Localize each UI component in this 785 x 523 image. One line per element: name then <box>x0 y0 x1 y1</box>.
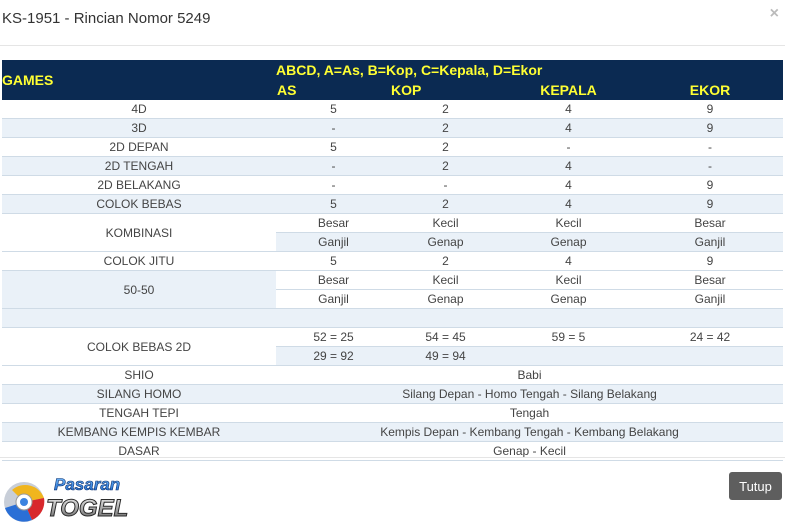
value-as: Ganjil <box>276 290 391 309</box>
logo-line1: Pasaran <box>54 475 121 494</box>
value-as: - <box>276 157 391 176</box>
game-name: 2D DEPAN <box>2 138 276 157</box>
game-name: KOMBINASI <box>2 214 276 252</box>
table-row <box>2 195 783 214</box>
wide-value: Silang Depan - Homo Tengah - Silang Belakang <box>276 385 783 404</box>
table-row-colok-bebas-2d-top <box>2 328 783 347</box>
wide-value: Genap - Kecil <box>276 442 783 461</box>
game-name: 2D BELAKANG <box>2 176 276 195</box>
table-row-empty <box>2 309 783 328</box>
legend-header: ABCD, A=As, B=Kop, C=Kepala, D=Ekor <box>276 60 783 80</box>
value-kop: 2 <box>391 252 500 271</box>
column-header-kop: KOP <box>391 80 500 100</box>
pasaran-togel-logo <box>2 468 142 523</box>
value-as: 5 <box>276 138 391 157</box>
game-name: TENGAH TEPI <box>2 404 276 423</box>
value-kop: Kecil <box>391 271 500 290</box>
value-ekor: Ganjil <box>637 290 783 309</box>
value-as: 5 <box>276 252 391 271</box>
game-name: 50-50 <box>2 271 276 309</box>
value-kop: 49 = 94 <box>391 347 500 366</box>
table-row-kembang-kempis <box>2 423 783 442</box>
value-kepala: Genap <box>500 233 637 252</box>
value-kepala <box>500 347 637 366</box>
table-header-row <box>2 60 783 80</box>
value-kop: 2 <box>391 100 500 119</box>
value-kop: Kecil <box>391 214 500 233</box>
value-kop: 2 <box>391 119 500 138</box>
value-kepala: 4 <box>500 100 637 119</box>
value-kepala: 59 = 5 <box>500 328 637 347</box>
value-ekor: Ganjil <box>637 233 783 252</box>
wide-value: Babi <box>276 366 783 385</box>
value-kepala: Kecil <box>500 214 637 233</box>
value-as: 52 = 25 <box>276 328 391 347</box>
table-row <box>2 100 783 119</box>
table-row-5050-top <box>2 271 783 290</box>
value-ekor: 9 <box>637 100 783 119</box>
empty-cell <box>2 309 276 328</box>
empty-cell <box>276 309 391 328</box>
modal-footer <box>0 457 785 523</box>
game-name: 4D <box>2 100 276 119</box>
value-kepala: Genap <box>500 290 637 309</box>
modal-header <box>0 0 785 46</box>
value-ekor: 9 <box>637 252 783 271</box>
value-as: 29 = 92 <box>276 347 391 366</box>
empty-cell <box>391 309 500 328</box>
value-kop: Genap <box>391 290 500 309</box>
game-name: DASAR <box>2 442 276 461</box>
game-name: KEMBANG KEMPIS KEMBAR <box>2 423 276 442</box>
wide-value: Tengah <box>276 404 783 423</box>
table-row-shio <box>2 366 783 385</box>
column-header-ekor: EKOR <box>637 80 783 100</box>
table-row-kombinasi-top <box>2 214 783 233</box>
value-as: Ganjil <box>276 233 391 252</box>
wide-value: Kempis Depan - Kembang Tengah - Kembang Belakang <box>276 423 783 442</box>
game-name: COLOK BEBAS <box>2 195 276 214</box>
close-icon[interactable]: × <box>769 5 779 22</box>
value-ekor: Besar <box>637 214 783 233</box>
value-kop: 2 <box>391 195 500 214</box>
value-kepala: 4 <box>500 195 637 214</box>
logo-line2: TOGEL <box>46 495 129 522</box>
value-kepala: 4 <box>500 252 637 271</box>
value-kepala: 4 <box>500 176 637 195</box>
modal-title: KS-1951 - Rincian Nomor 5249 <box>2 10 211 27</box>
value-as: 5 <box>276 100 391 119</box>
value-as: - <box>276 176 391 195</box>
value-kop: 2 <box>391 157 500 176</box>
table-row <box>2 157 783 176</box>
value-kop: - <box>391 176 500 195</box>
value-ekor <box>637 347 783 366</box>
value-as: Besar <box>276 214 391 233</box>
result-detail-table <box>2 60 783 461</box>
table-row-silang-homo <box>2 385 783 404</box>
table-row <box>2 176 783 195</box>
value-as: 5 <box>276 195 391 214</box>
value-as: Besar <box>276 271 391 290</box>
value-ekor: 9 <box>637 176 783 195</box>
game-name: 3D <box>2 119 276 138</box>
close-button[interactable]: Tutup <box>729 472 782 500</box>
value-ekor: Besar <box>637 271 783 290</box>
value-kepala: 4 <box>500 119 637 138</box>
value-kepala: Kecil <box>500 271 637 290</box>
table-row <box>2 252 783 271</box>
value-ekor: 9 <box>637 119 783 138</box>
game-name: 2D TENGAH <box>2 157 276 176</box>
game-name: COLOK BEBAS 2D <box>2 328 276 366</box>
value-ekor: 24 = 42 <box>637 328 783 347</box>
value-kepala: - <box>500 138 637 157</box>
table-row <box>2 119 783 138</box>
game-name: SILANG HOMO <box>2 385 276 404</box>
value-kop: Genap <box>391 233 500 252</box>
empty-cell <box>637 309 783 328</box>
value-kop: 54 = 45 <box>391 328 500 347</box>
game-name: SHIO <box>2 366 276 385</box>
value-ekor: 9 <box>637 195 783 214</box>
value-ekor: - <box>637 138 783 157</box>
value-ekor: - <box>637 157 783 176</box>
table-row <box>2 138 783 157</box>
empty-cell <box>500 309 637 328</box>
column-header-as: AS <box>276 80 391 100</box>
table-row-tengah-tepi <box>2 404 783 423</box>
column-header-kepala: KEPALA <box>500 80 637 100</box>
value-kop: 2 <box>391 138 500 157</box>
value-as: - <box>276 119 391 138</box>
games-header: GAMES <box>2 60 276 100</box>
value-kepala: 4 <box>500 157 637 176</box>
game-name: COLOK JITU <box>2 252 276 271</box>
